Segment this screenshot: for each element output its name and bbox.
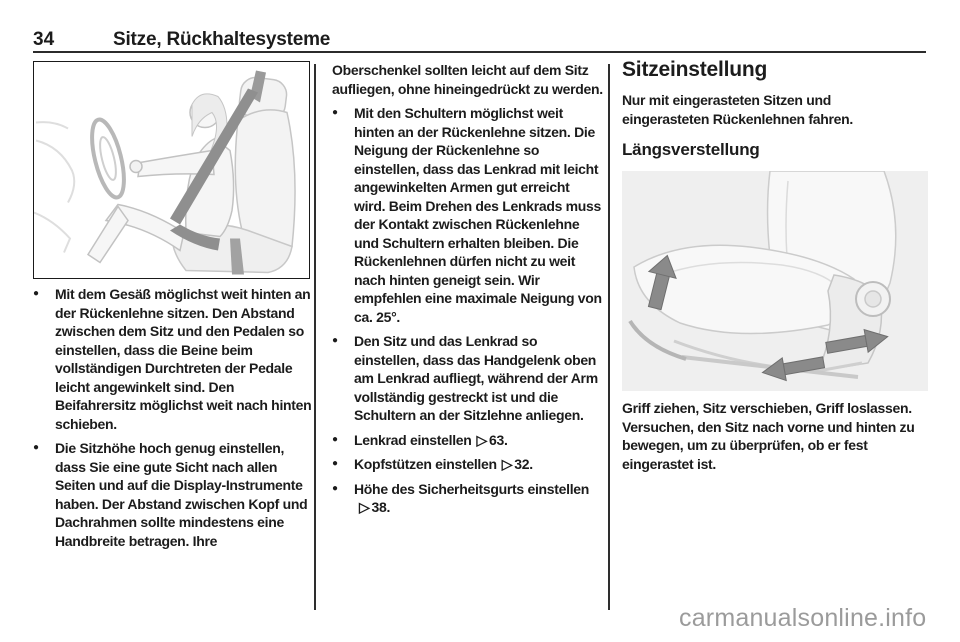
cross-reference-text bbox=[354, 455, 604, 474]
cross-reference-page: 63. bbox=[489, 431, 508, 448]
page-number: 34 bbox=[33, 29, 55, 50]
bullet-icon: ● bbox=[33, 442, 39, 453]
seat-adjustment-figure bbox=[622, 171, 928, 391]
cross-reference-arrow-icon: ▷ bbox=[476, 431, 487, 448]
bullet-text: Mit dem Gesäß möglichst weit hinten an der Rückenlehne sitzen. Den Abstand zwischen dem Sitz und den Pedalen so einstellen, dass die Beine beim vollständigen Durchtreten der Pedale leicht angewinkelt sind. Den Beifahrersitz möglichst weit nach hinten schieben. bbox=[55, 286, 312, 432]
list-item bbox=[332, 332, 604, 425]
continuation-paragraph: Oberschenkel sollten leicht auf dem Sitz aufliegen, ohne hineingedrückt zu werden. bbox=[332, 62, 603, 97]
column-1 bbox=[33, 285, 312, 556]
cross-reference-label: Lenkrad einstellen bbox=[354, 431, 472, 448]
bullet-text: Den Sitz und das Lenkrad so einstellen, dass das Handgelenk oben am Lenkrad aufliegt, während der Arm vollständig gestreckt ist und die Schultern an der Sitzlehne anliegen. bbox=[354, 333, 598, 423]
cross-reference-arrow-icon: ▷ bbox=[501, 456, 513, 472]
column-divider-2 bbox=[608, 64, 610, 610]
bullet-icon: ● bbox=[332, 335, 338, 346]
section-heading: Sitzeinstellung bbox=[622, 58, 768, 81]
chapter-title: Sitze, Rückhaltesysteme bbox=[113, 29, 331, 50]
bullet-icon: ● bbox=[33, 288, 39, 299]
list-item bbox=[33, 285, 312, 433]
bullet-icon: ● bbox=[332, 433, 338, 445]
driver-seating-position-illustration bbox=[34, 62, 309, 278]
seat-adjustment-illustration bbox=[622, 171, 928, 391]
list-item bbox=[332, 104, 604, 326]
column-2 bbox=[332, 61, 604, 523]
cross-reference-label: Höhe des Sicherheitsgurts einstellen bbox=[354, 480, 590, 497]
cross-reference-text bbox=[354, 431, 604, 450]
cross-reference-label: Kopfstützen einstellen bbox=[354, 456, 497, 472]
figure-caption: Griff ziehen, Sitz verschieben, Griff loslassen. Versuchen, den Sitz nach vorne und hinten zu bewegen, um zu überprüfen, ob er fest eingerastet ist. bbox=[622, 400, 915, 472]
driver-seating-position-figure bbox=[33, 61, 310, 279]
bullet-text: Die Sitzhöhe hoch genug einstellen, dass Sie eine gute Sicht nach allen Seiten und auf die Display-Instrumente haben. Der Abstand zwischen Kopf und Dachrahmen sollte mindestens eine Handbreite betragen. Ihre bbox=[55, 440, 308, 549]
cross-reference-arrow-icon: ▷ bbox=[359, 499, 370, 515]
column-3 bbox=[622, 58, 928, 160]
cross-reference-page: 32. bbox=[514, 456, 533, 472]
subsection-heading: Längsverstellung bbox=[622, 140, 760, 159]
cross-reference-page: 38. bbox=[371, 499, 391, 515]
cross-reference-item bbox=[332, 455, 604, 474]
column-divider-1 bbox=[314, 64, 316, 610]
bullet-icon: ● bbox=[332, 458, 338, 469]
cross-reference-item bbox=[332, 431, 604, 450]
dashboard-outline bbox=[34, 122, 74, 252]
steering-wheel bbox=[86, 117, 131, 201]
bullet-icon: ● bbox=[332, 107, 338, 118]
cross-reference-item bbox=[332, 480, 604, 517]
warning-text: Nur mit eingerasteten Sitzen und eingerasteten Rückenlehnen fahren. bbox=[622, 92, 853, 127]
list-item bbox=[33, 439, 312, 550]
watermark-text: carmanualsonline.info bbox=[679, 604, 927, 632]
bullet-icon: ● bbox=[332, 482, 338, 494]
header-divider bbox=[33, 51, 926, 53]
bullet-text: Mit den Schultern möglichst weit hinten an der Rückenlehne sitzen. Die Neigung der Rückenlehne so einstellen, dass das Lenkrad mit leicht angewinkelten Armen gut erreicht wird. Beim Drehen des Lenkrads muss der Kontakt zwischen Rückenlehne und Schultern erhalten bleiben. Die Rückenlehnen dürfen nicht zu weit nach hinten geneigt sein. Wir empfehlen eine maximale Neigung von ca. 25°. bbox=[354, 105, 602, 325]
cross-reference-text bbox=[354, 480, 604, 517]
